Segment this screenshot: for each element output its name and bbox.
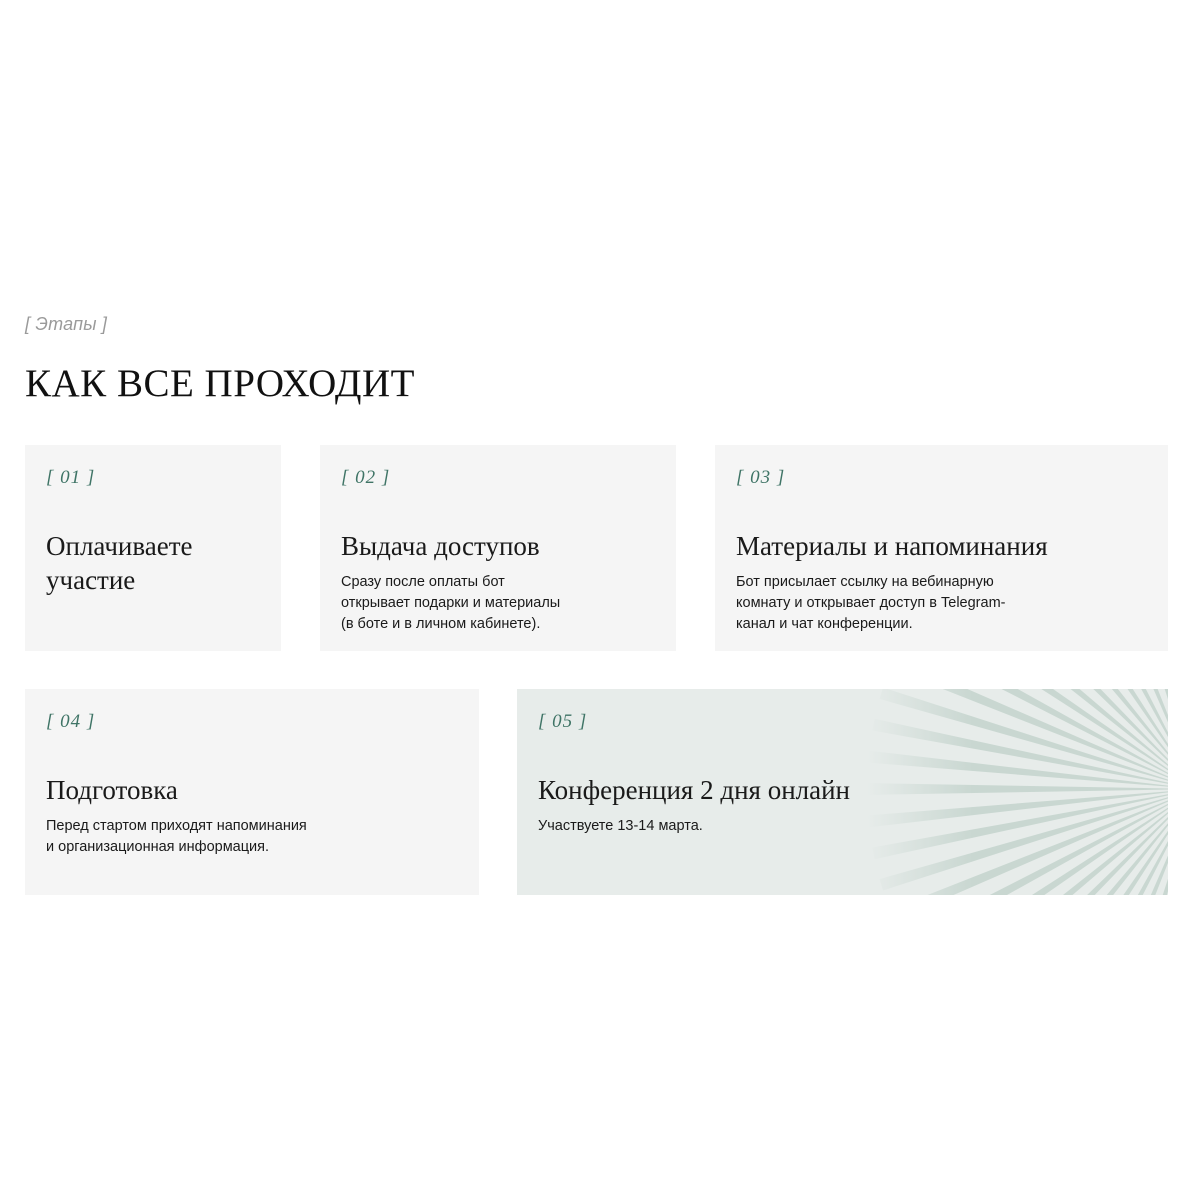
step-number: [ 02 ] bbox=[341, 467, 391, 488]
step-title: Подготовка bbox=[46, 775, 178, 805]
step-number: [ 05 ] bbox=[538, 711, 588, 732]
step-card-2 bbox=[320, 445, 676, 651]
step-title: Конференция 2 дня онлайн bbox=[538, 775, 851, 805]
step-title: Оплачиваете участие bbox=[46, 531, 193, 595]
step-description: Сразу после оплаты бот открывает подарки и материалы (в боте и в личном кабинете). bbox=[341, 574, 561, 632]
step-number: [ 04 ] bbox=[46, 711, 96, 732]
step-number: [ 01 ] bbox=[46, 467, 96, 488]
section-eyebrow: [ Этапы ] bbox=[25, 314, 108, 334]
step-title: Выдача доступов bbox=[341, 531, 540, 561]
step-description: Бот присылает ссылку на вебинарную комнату и открывает доступ в Telegram- канал и чат конференции. bbox=[736, 574, 1006, 632]
step-card-5 bbox=[517, 689, 1168, 895]
sunburst-decoration bbox=[867, 689, 1168, 895]
page-title: КАК ВСЕ ПРОХОДИТ bbox=[25, 362, 415, 405]
step-card-3 bbox=[715, 445, 1168, 651]
sunburst-fade bbox=[867, 689, 1168, 895]
step-card-1 bbox=[25, 445, 281, 651]
step-title: Материалы и напоминания bbox=[736, 531, 1048, 561]
step-description: Участвуете 13-14 марта. bbox=[538, 818, 703, 834]
step-card-4 bbox=[25, 689, 479, 895]
step-description: Перед стартом приходят напоминания и организационная информация. bbox=[46, 818, 307, 855]
step-number: [ 03 ] bbox=[736, 467, 786, 488]
